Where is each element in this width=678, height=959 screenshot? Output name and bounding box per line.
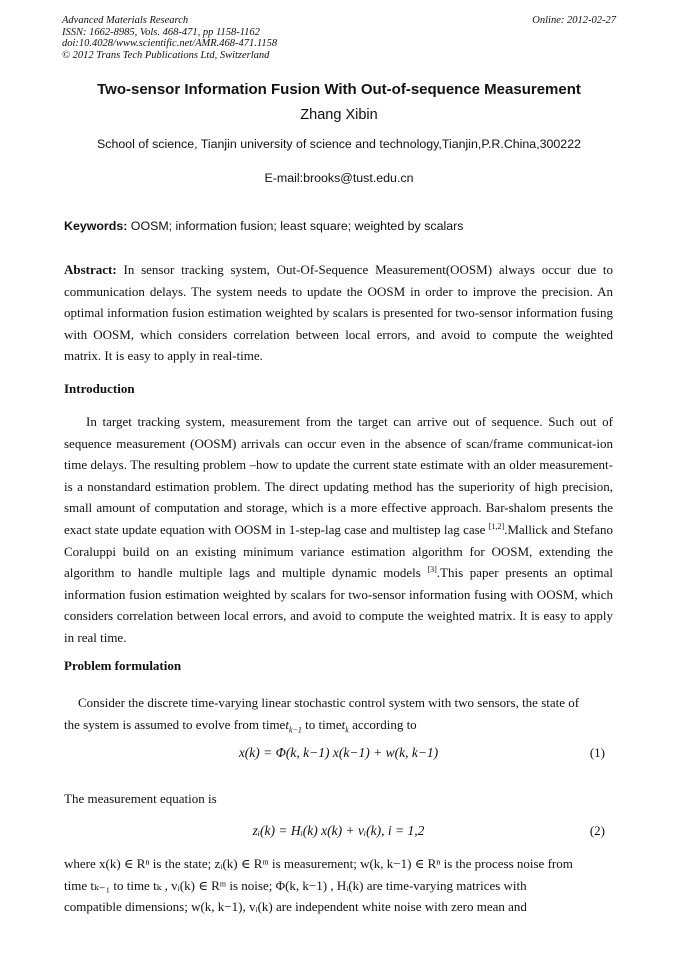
abstract-text: In sensor tracking system, Out-Of-Sequence Measurement(OOSM) always occur due to communication delays. The system needs to update the OOSM in order to improve the precision. An optimal information fusion estimation weighted by scalars is presented for two-sensor information fusing with OOSM, which considers correlation between local errors, and avoid to compute the weighted matrix. It is easy to apply in real-time. bbox=[64, 262, 613, 364]
paper-title: Two-sensor Information Fusion With Out-of-sequence Measurement bbox=[97, 81, 581, 98]
equation-1-number: (1) bbox=[589, 745, 605, 760]
doi-line: doi:10.4028/www.scientific.net/AMR.468-471.1158 bbox=[62, 38, 278, 49]
keywords bbox=[64, 219, 463, 233]
intro-text-3: .This paper presents an optimal information fusion estimation weighted by scalars for two-sensor information fusing with OOSM, which considers correlation between local errors, and avoid to compute the weighted matrix. It is easy to apply in real time. bbox=[64, 565, 613, 645]
citation-3: [3] bbox=[427, 565, 437, 575]
where-line-2: time tₖ₋₁ to time tₖ , vᵢ(k) ∈ Rᵐ is noise; Φ(k, k−1) , Hᵢ(k) are time-varying matrices with bbox=[64, 877, 527, 893]
introduction-body bbox=[64, 411, 613, 649]
problem-intro-line2 bbox=[64, 714, 613, 741]
abstract bbox=[64, 259, 613, 367]
affiliation: School of science, Tianjin university of science and technology,Tianjin,P.R.China,300222 bbox=[97, 137, 581, 151]
journal-name: Advanced Materials Research bbox=[62, 15, 189, 26]
introduction-heading: Introduction bbox=[64, 381, 135, 396]
citation-1-2: [1,2] bbox=[488, 521, 505, 531]
problem-intro-line1: Consider the discrete time-varying linear stochastic control system with two sensors, the state of bbox=[78, 695, 580, 710]
intro-text-1: In target tracking system, measurement from the target can arrive out of sequence. Such out of sequence measurement (OOSM) arrivals can occur even in the absence of scan/frame communicat-ion time delays. The resulting problem –how to update the current state estimate with an older measurement-is a nonstandard estimation problem. The direct updating method has the superiority of high precision, small amount of computation and storage, which is a more effective approach. Bar-shalom presents the exact state update equation with OOSM in 1-step-lag case and multistep lag case bbox=[64, 414, 613, 537]
problem-intro bbox=[64, 692, 613, 741]
time-t-km1: $t_{k-1}$ bbox=[285, 716, 302, 735]
problem-heading: Problem formulation bbox=[64, 658, 182, 673]
intro-text-2: .Mallick and Stefano Coraluppi build on an existing minimum variance estimation algorithm for OOSM, extending the algorithm to handle multiple lags and multiple dynamic models bbox=[64, 521, 613, 581]
equation-1-expression: x(k) = Φ(k, k−1) x(k−1) + w(k, k−1) bbox=[238, 745, 439, 760]
copyright-line: © 2012 Trans Tech Publications Ltd, Switzerland bbox=[62, 49, 270, 61]
where-definitions bbox=[64, 853, 613, 918]
author-name: Zhang Xibin bbox=[300, 107, 378, 123]
where-line-1: where x(k) ∈ Rⁿ is the state; zᵢ(k) ∈ Rᵐ is measurement; w(k, k−1) ∈ Rⁿ is the process noise from bbox=[64, 856, 573, 871]
problem-intro-text-3: according to bbox=[348, 716, 417, 732]
abstract-label: Abstract: bbox=[64, 262, 117, 277]
problem-intro-text: the system is assumed to evolve from time bbox=[64, 716, 286, 732]
measurement-text: The measurement equation is bbox=[64, 791, 217, 806]
keywords-text: OOSM; information fusion; least square; weighted by scalars bbox=[127, 219, 464, 233]
keywords-label: Keywords: bbox=[64, 219, 128, 233]
equation-2-expression: zᵢ(k) = Hᵢ(k) x(k) + vᵢ(k), i = 1,2 bbox=[252, 823, 425, 838]
time-t-k: $t_k$ bbox=[341, 716, 349, 735]
equation-2-number: (2) bbox=[589, 823, 605, 838]
email: E-mail:brooks@tust.edu.cn bbox=[264, 171, 414, 185]
journal-header bbox=[62, 15, 616, 61]
problem-intro-text-2: to time bbox=[301, 716, 342, 732]
online-date: Online: 2012-02-27 bbox=[532, 15, 616, 26]
where-line-3: compatible dimensions; w(k, k−1), vᵢ(k) are independent white noise with zero mean and bbox=[64, 899, 527, 915]
issn-line: ISSN: 1662-8985, Vols. 468-471, pp 1158-1162 bbox=[62, 26, 260, 38]
